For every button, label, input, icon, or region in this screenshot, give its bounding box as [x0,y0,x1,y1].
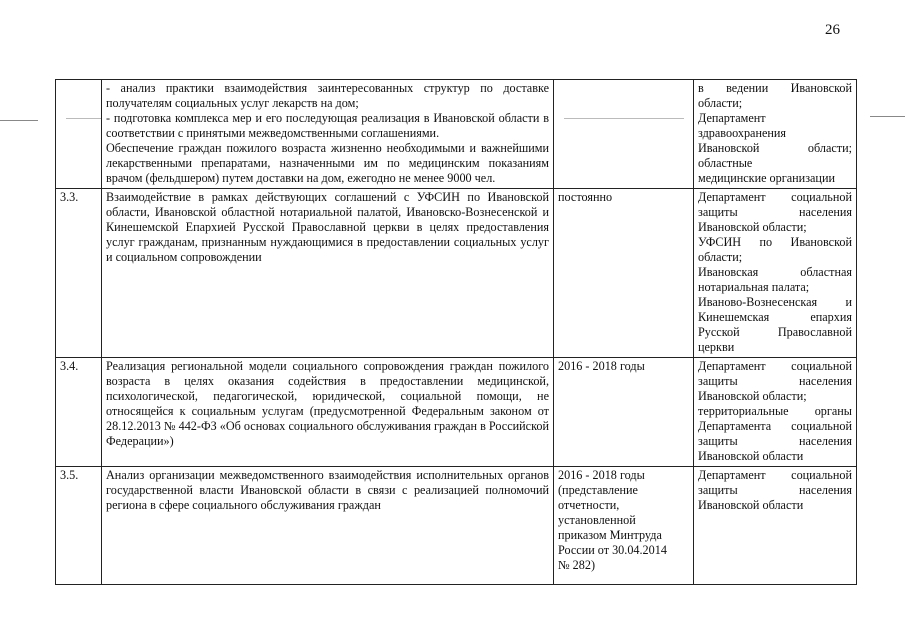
term-line: установленной [558,513,636,527]
table-row [56,189,857,358]
responsible-cell [694,358,857,467]
responsible-line: Ивановской области [698,498,804,512]
responsible-line: Иваново-Вознесенская и [698,295,852,309]
term-cell: 2016 - 2018 годы [554,358,694,467]
term-cell [554,467,694,585]
term-cell: постоянно [554,189,694,358]
responsible-line: медицинские организации [698,171,835,185]
responsible-line: областные [698,156,753,170]
description-cell [102,80,554,189]
row-number-cell: 3.3. [56,189,102,358]
page-number: 26 [825,22,840,38]
description-paragraph: - анализ практики взаимодействия заинтересованных структур по доставке получателям социальных услуг лекарств на дом; [106,81,549,110]
term-line: приказом Минтруда [558,528,662,542]
right-margin-mark [870,116,905,117]
term-line: № 282) [558,558,596,572]
description-paragraph: Анализ организации межведомственного взаимодействия исполнительных органов государственной власти Ивановской области в связи с реализацией полномочий региона в сфере социального обслуживания граждан [106,468,549,512]
responsible-line: защиты населения [698,483,852,497]
responsible-line: защиты населения [698,434,852,448]
responsible-line: Департамент [698,111,766,125]
scan-mark [66,118,102,119]
responsible-line: Департамента социальной [698,419,852,433]
description-paragraph: Реализация региональной модели социального сопровождения граждан пожилого возраста в целях оказания содействия в предоставлении медицинской, психологической, педагогической, юридической, социальной помощи, не относящейся к социальным услугам (предусмотренной Федеральным законом от 28.12.2013 № 442-ФЗ «Об основах социального обслуживания граждан в Российской Федерации») [106,359,549,448]
table-row [56,80,857,189]
responsible-line: Департамент социальной [698,359,852,373]
responsible-line: территориальные органы [698,404,852,418]
description-cell [102,189,554,358]
measures-table [55,79,857,585]
responsible-line: области; [698,250,743,264]
responsible-line: защиты населения [698,374,852,388]
scan-mark [564,118,684,119]
description-paragraph: - подготовка комплекса мер и его последующая реализация в Ивановской области в соответствии с принятыми межведомственными соглашениями. [106,111,549,140]
table-row [56,358,857,467]
responsible-line: церкви [698,340,735,354]
responsible-line: в ведении Ивановской [698,81,852,95]
term-line: отчетности, [558,498,620,512]
responsible-line: Департамент социальной [698,190,852,204]
responsible-line: здравоохранения [698,126,787,140]
responsible-line: Ивановской области; [698,220,807,234]
responsible-line: области; [698,96,743,110]
responsible-line: Ивановской области [698,449,804,463]
left-margin-mark [0,120,38,121]
row-number-cell [56,80,102,189]
responsible-line: Департамент социальной [698,468,852,482]
term-line: России от 30.04.2014 [558,543,667,557]
row-number-cell: 3.4. [56,358,102,467]
term-line: (представление [558,483,638,497]
description-cell [102,358,554,467]
responsible-cell [694,80,857,189]
term-cell [554,80,694,189]
responsible-line: Ивановской области; [698,141,852,155]
responsible-cell [694,467,857,585]
description-cell [102,467,554,585]
responsible-line: УФСИН по Ивановской [698,235,852,249]
description-paragraph: Взаимодействие в рамках действующих соглашений с УФСИН по Ивановской области, Ивановской областной нотариальной палатой, Ивановско-Вознесенской и Кинешемской Епархией Русской Православной церкви в целях предоставления услуг гражданам, признанным нуждающимися в предоставлении социальных услуг и социальном сопровождении [106,190,549,264]
responsible-line: защиты населения [698,205,852,219]
description-paragraph: Обеспечение граждан пожилого возраста жизненно необходимыми и важнейшими лекарственными препаратами, назначенными им по медицинским показаниям врачом (фельдшером) путем доставки на дом, ежегодно не менее 9000 чел. [106,141,549,185]
responsible-line: Ивановская областная [698,265,852,279]
responsible-cell [694,189,857,358]
responsible-line: Русской Православной [698,325,852,339]
row-number-cell: 3.5. [56,467,102,585]
responsible-line: Ивановской области; [698,389,807,403]
table-row [56,467,857,585]
responsible-line: нотариальная палата; [698,280,810,294]
responsible-line: Кинешемская епархия [698,310,852,324]
term-line: 2016 - 2018 годы [558,468,645,482]
